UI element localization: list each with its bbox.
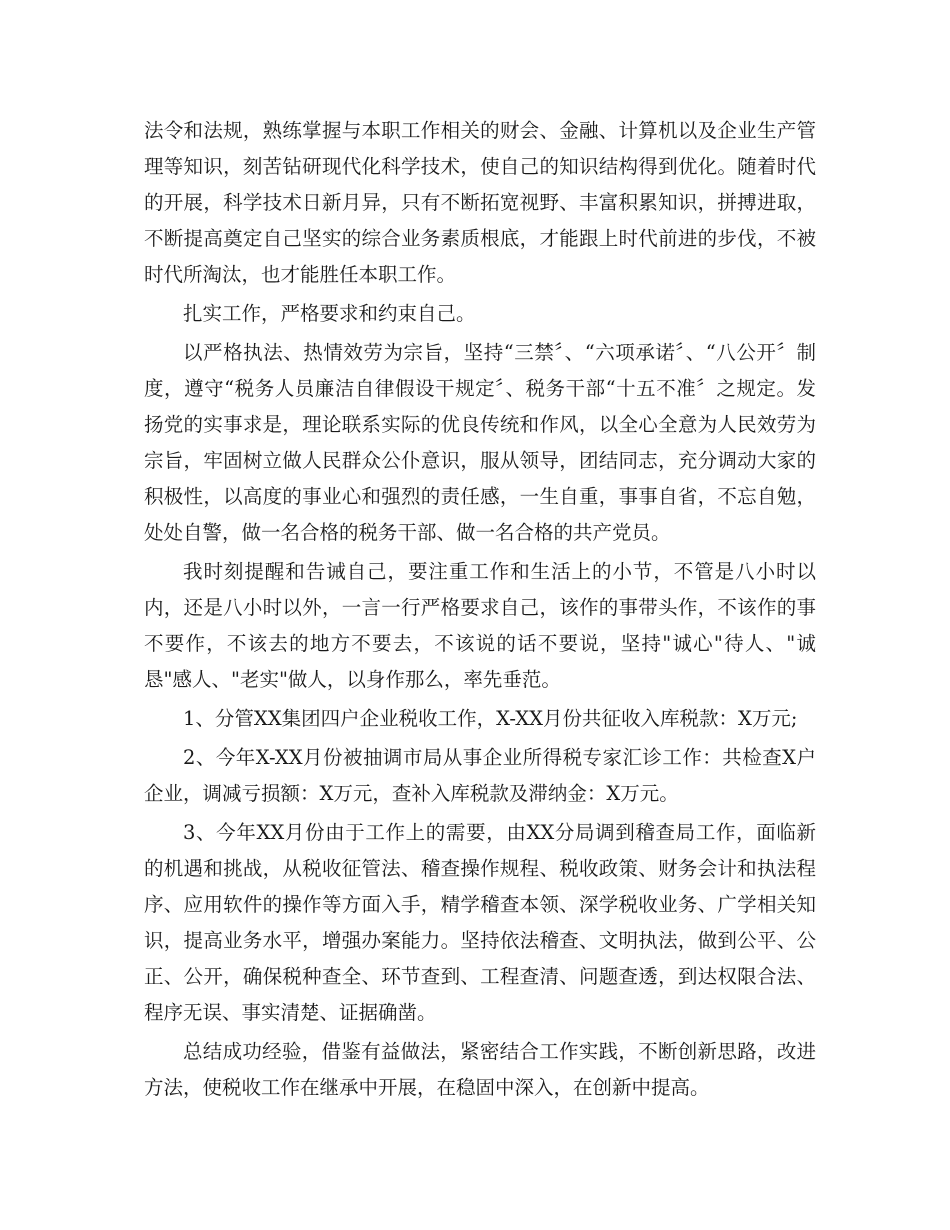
paragraph-self-discipline: 我时刻提醒和告诫自己，要注重工作和生活上的小节，不管是八小时以内，还是八小时以外，一言一行严格要求自己，该作的事带头作，不该作的事不要作，不该去的地方不要去，不该说的话不要说，坚持"诚心"待人、"诚恳"感人、"老实"做人，以身作那么，率先垂范。 [144, 560, 816, 691]
paragraph-summary: 总结成功经验，借鉴有益做法，紧密结合工作实践，不断创新思路，改进方法，使税收工作在继承中开展，在稳固中深入，在创新中提高。 [144, 1040, 816, 1099]
paragraph-continued-text: 法令和法规，熟练掌握与本职工作相关的财会、金融、计算机以及企业生产管理等知识，刻苦钻研现代化科学技术，使自己的知识结构得到优化。随着时代的开展，科学技术日新月异，只有不断拓宽视野、丰富积累知识，拼搏进取，不断提高奠定自己坚实的综合业务素质根底，才能跟上时代前进的步伐，不被时代所淘汰，也才能胜任本职工作。 [144, 119, 816, 286]
document-page [144, 113, 816, 1109]
paragraph-item-2: 2、今年X-XX月份被抽调市局从事企业所得税专家汇诊工作：共检查X户企业，调减亏损额：X万元，查补入库税款及滞纳金：X万元。 [144, 746, 816, 805]
paragraph-item-1: 1、分管XX集团四户企业税收工作，X-XX月份共征收入库税款：X万元; [183, 707, 798, 730]
paragraph-heading-work-discipline: 扎实工作，严格要求和约束自己。 [183, 302, 476, 325]
paragraph-item-3: 3、今年XX月份由于工作上的需要，由XX分局调到稽查局工作，面临新的机遇和挑战，从税收征管法、稽查操作规程、税收政策、财务会计和执法程序、应用软件的操作等方面入手，精学稽查本领、深学税收业务、广学相关知识，提高业务水平，增强办案能力。坚持依法稽查、文明执法，做到公平、公正、公开，确保税种查全、环节查到、工程查清、问题查透，到达权限合法、程序无误、事实清楚、证据确凿。 [144, 821, 816, 1024]
paragraph-law-enforcement-principles: 以严格执法、热情效劳为宗旨，坚持“三禁〞、“六项承诺〞、“八公开〞制度，遵守“税务人员廉洁自律假设干规定〞、税务干部“十五不准〞之规定。发扬党的实事求是，理论联系实际的优良传统和作风，以全心全意为人民效劳为宗旨，牢固树立做人民群众公仆意识，服从领导，团结同志，充分调动大家的积极性，以高度的事业心和强烈的责任感，一生自重，事事自省，不忘自勉，处处自警，做一名合格的税务干部、做一名合格的共产党员。 [144, 341, 816, 544]
